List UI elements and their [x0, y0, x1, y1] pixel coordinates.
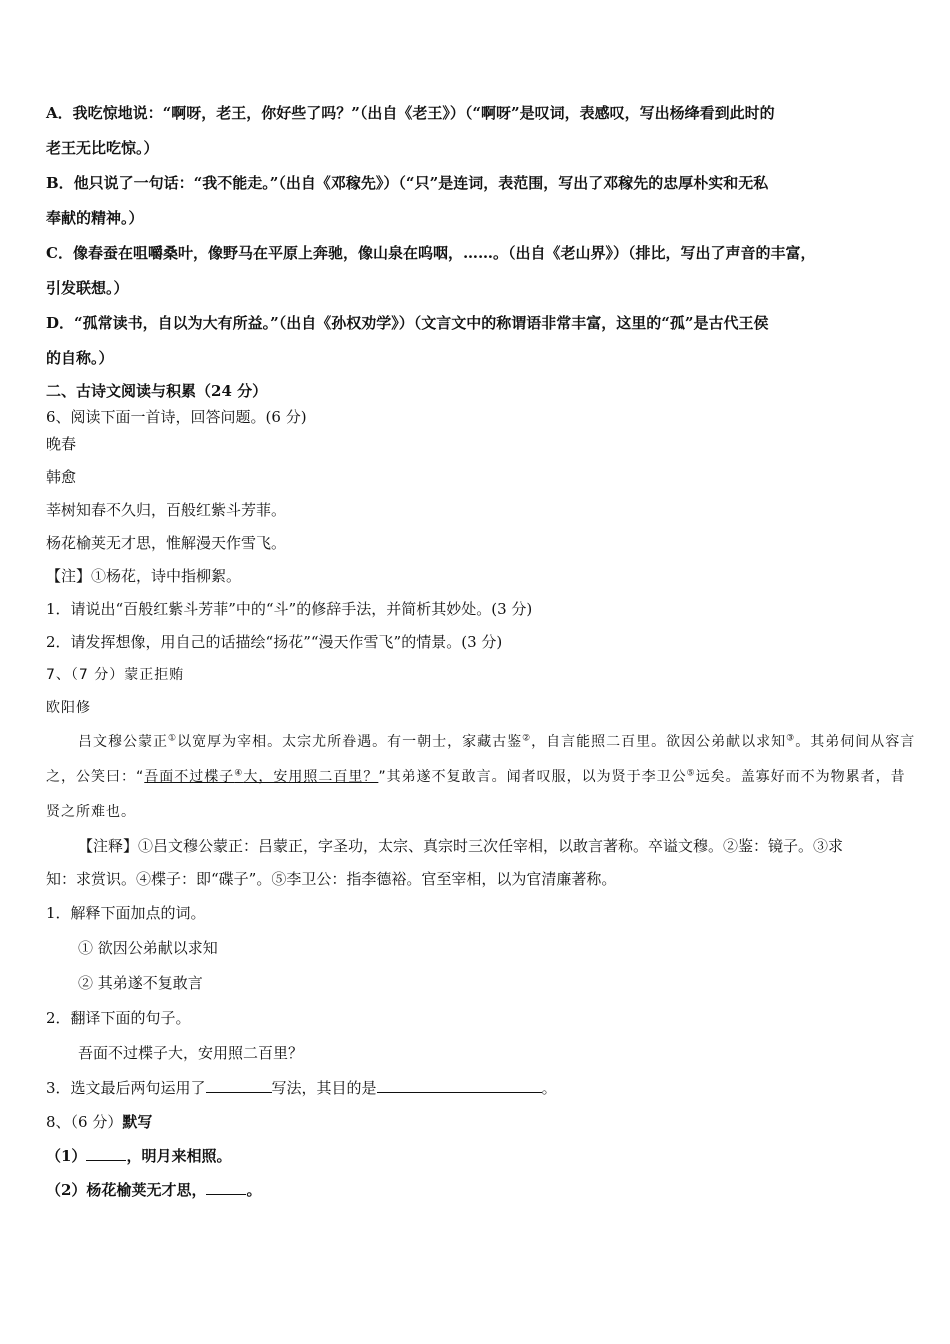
- answer-blank[interactable]: [86, 1146, 126, 1161]
- q7-sub-3-text: 写法，其目的是: [271, 1079, 377, 1097]
- option-b-line1: B．他只说了一句话：“我不能走。”（出自《邓稼先》）（“只”是连词，表范围，写出了邓稼先的忠厚朴实和无私: [46, 174, 769, 192]
- passage-text: 远矣。: [695, 769, 741, 785]
- q7-sub-2-sentence: 吾面不过楪子大，安用照二百里？: [78, 1044, 304, 1062]
- q6-title: 6、阅读下面一首诗，回答问题。(6 分): [46, 408, 307, 426]
- option-a-line2: 老王无比吃惊。）: [46, 139, 159, 157]
- question-7: [46, 659, 914, 1105]
- poem-line-1: 莘树知春不久归，百般红紫斗芳菲。: [46, 501, 287, 519]
- poem-author: 韩愈: [46, 468, 77, 486]
- passage-text: ”其弟遂不复敢言。闻者叹服，以为贤于李卫公: [378, 769, 687, 785]
- answer-blank[interactable]: [377, 1078, 542, 1093]
- q7-sub-2: 2．翻译下面的句子。: [46, 1009, 191, 1027]
- option-d: [46, 306, 914, 376]
- q7-sub-3-text: 3．选文最后两句运用了: [46, 1079, 206, 1097]
- passage-text: 以宽厚为宰相。太宗尤所眷遇。有一朝士，家藏古鉴: [177, 734, 523, 750]
- q7-passage: [46, 725, 916, 830]
- passage-text: 吕文穆公蒙正: [78, 734, 168, 750]
- option-b-line2: 奉献的精神。）: [46, 209, 144, 227]
- passage-text: 。其弟: [795, 734, 841, 750]
- question-6: [46, 406, 914, 659]
- q7-author: 欧阳修: [46, 700, 91, 716]
- q7-sub-1: 1．解释下面加点的词。: [46, 904, 206, 922]
- q8-line-text: 。: [246, 1181, 262, 1199]
- section-heading: 二、古诗文阅读与积累（24 分）: [46, 382, 268, 400]
- q7-sub-1-b: ② 其弟遂不复敢言: [78, 974, 203, 992]
- underlined-sentence: [144, 769, 378, 785]
- q8-line-text: （2）杨花榆荚无才思，: [46, 1181, 207, 1199]
- option-c: [46, 236, 914, 306]
- option-c-line1: C．像春蚕在咀嚼桑叶，像野马在平原上奔驰，像山泉在呜咽，……。（出自《老山界》）（排比，写出了声音的丰富，: [46, 244, 816, 262]
- q8-line-text: （1）: [46, 1147, 87, 1165]
- option-d-line2: 的自称。）: [46, 349, 114, 367]
- q7-note-line-1: 【注释】①吕文穆公蒙正：吕蒙正，字圣功，太宗、真宗时三次任宰相，以敢言著称。卒谥文穆。②鉴：镜子。③求: [78, 837, 844, 855]
- footnote-mark: ③: [786, 733, 796, 744]
- q7-sub-1-a: ① 欲因公弟献以求知: [78, 939, 218, 957]
- poem-title: 晚春: [46, 435, 77, 453]
- q7-sub-3-text: 。: [541, 1079, 557, 1097]
- q7-note-line-2: 知：求赏识。④楪子：即“碟子”。⑤李卫公：指李德裕。官至宰相，以为官清廉著称。: [46, 870, 617, 888]
- q6-sub-2: 2．请发挥想像，用自己的话描绘“扬花”“漫天作雪飞”的情景。(3 分): [46, 633, 503, 651]
- passage-text: 伺间从容言之，公笑曰：“: [46, 734, 916, 785]
- answer-blank[interactable]: [206, 1180, 246, 1195]
- poem-note: 【注】①杨花，诗中指柳絮。: [46, 567, 242, 585]
- passage-text: 盖寡好而不为物累者，昔贤之所难也。: [46, 769, 906, 820]
- passage-text: 吾面不过楪子: [144, 769, 235, 785]
- q8-title: [46, 1105, 914, 1139]
- q6-sub-1: 1．请说出“百般红紫斗芳菲”中的“斗”的修辞手法，并简析其妙处。(3 分): [46, 600, 533, 618]
- q8-line-text: ，明月来相照。: [126, 1147, 232, 1165]
- passage-text: 大，安用照二百里？: [243, 769, 379, 785]
- option-a-line1: A．我吃惊地说：“啊呀，老王，你好些了吗？”（出自《老王》）（“啊呀”是叹词，表感叹，写出杨绛看到此时的: [46, 104, 775, 122]
- answer-blank[interactable]: [206, 1078, 272, 1093]
- option-c-line2: 引发联想。）: [46, 279, 129, 297]
- document-page: [46, 96, 914, 1207]
- q8-title-prefix: 8、（6 分）: [46, 1113, 123, 1131]
- q7-sub-3: [46, 1071, 914, 1105]
- question-8: [46, 1105, 914, 1207]
- footnote-mark: ④: [234, 768, 244, 779]
- footnote-mark: ①: [168, 733, 178, 744]
- option-a: [46, 96, 914, 166]
- option-b: [46, 166, 914, 236]
- q8-title-label: 默写: [122, 1113, 153, 1131]
- passage-text: ，自言能照二百里。欲因公弟献以求知: [531, 734, 787, 750]
- footnote-mark: ②: [522, 733, 532, 744]
- q8-line-2: [46, 1173, 914, 1207]
- poem-line-2: 杨花榆荚无才思，惟解漫天作雪飞。: [46, 534, 287, 552]
- footnote-mark: ⑤: [686, 768, 696, 779]
- option-d-line1: D．“孤常读书，自以为大有所益。”（出自《孙权劝学》）（文言文中的称谓语非常丰富，这里的“孤”是古代王侯: [46, 314, 769, 332]
- q7-title: 7、（7 分）蒙正拒贿: [46, 667, 185, 683]
- q8-line-1: [46, 1139, 914, 1173]
